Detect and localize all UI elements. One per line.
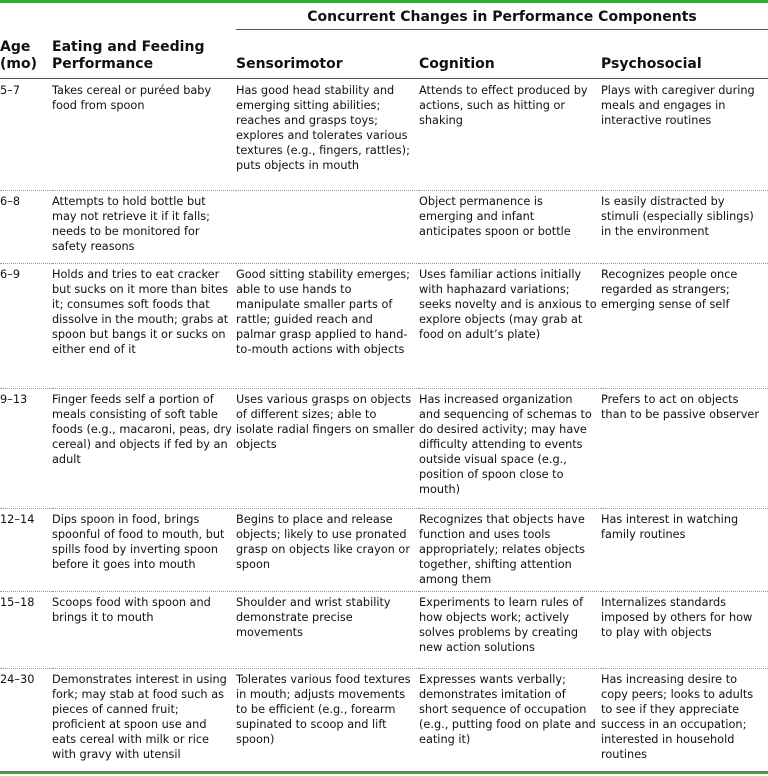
cell-age: 6–8 xyxy=(0,194,21,208)
cell-age: 5–7 xyxy=(0,84,21,97)
cell-psychosocial: Plays with caregiver during meals and engages in interactive routines xyxy=(601,84,755,128)
cell-psychosocial: Is easily distracted by stimuli (especially siblings) in the environment xyxy=(601,194,754,238)
cell-psychosocial: Internalizes standards imposed by others for how to play with objects xyxy=(601,595,753,640)
cell-cognition: Recognizes that objects have function and uses tools appropriately; relates objects together, shifting attention among them xyxy=(419,512,586,586)
cell-eating: Takes cereal or puréed baby food from spoon xyxy=(52,84,212,113)
cell-age: 9–13 xyxy=(0,392,28,406)
cell-sensorimotor: Has good head stability and emerging sitting abilities; reaches and grasps toys; explores and tolerates various textures (e.g., fingers, rattles); puts objects in mouth xyxy=(236,84,410,173)
cell-cognition: Object permanence is emerging and infant anticipates spoon or bottle xyxy=(419,194,571,238)
col-head-eating-line2: Performance xyxy=(52,56,154,72)
cell-sensorimotor: Good sitting stability emerges; able to use hands to manipulate smaller parts of rattle; guided reach and palmar grasp applied to hand-to-mouth actions with objects xyxy=(236,267,410,356)
cell-psychosocial: Has interest in watching family routines xyxy=(601,512,739,541)
table-top-rule xyxy=(0,0,768,3)
table-row xyxy=(0,508,768,591)
col-head-cognition: Cognition xyxy=(419,56,495,72)
cell-psychosocial: Prefers to act on objects than to be passive observer xyxy=(601,392,759,421)
cell-eating: Finger feeds self a portion of meals consisting of soft table foods (e.g., macaroni, peas, dry cereal) and objects if fed by an adult xyxy=(52,392,232,466)
col-head-age xyxy=(0,39,37,73)
table-row xyxy=(0,263,768,388)
cell-cognition: Experiments to learn rules of how objects work; actively solves problems by creating new action solutions xyxy=(419,595,584,655)
col-head-age-line2: (mo) xyxy=(0,56,38,72)
cell-cognition: Uses familiar actions initially with haphazard variations; seeks novelty and is anxious to explore objects (may grab at food on adult’s plate) xyxy=(419,267,597,341)
col-head-age-line1: Age xyxy=(0,39,31,55)
col-head-psychosocial: Psychosocial xyxy=(601,56,702,72)
cell-sensorimotor: Uses various grasps on objects of different sizes; able to isolate radial fingers on smaller objects xyxy=(236,392,415,451)
table-bottom-rule xyxy=(0,771,768,774)
table-row xyxy=(0,591,768,668)
col-head-sensorimotor: Sensorimotor xyxy=(236,56,343,72)
cell-age: 24–30 xyxy=(0,672,35,686)
cell-sensorimotor: Begins to place and release objects; likely to use pronated grasp on objects like crayon or spoon xyxy=(236,512,410,571)
cell-eating: Holds and tries to eat cracker but sucks on it more than bites it; consumes soft foods that dissolve in the mouth; grabs at spoon but bangs it or sucks on either end of it xyxy=(52,267,229,356)
cell-eating: Dips spoon in food, brings spoonful of food to mouth, but spills food by inverting spoon before it goes into mouth xyxy=(52,512,225,571)
cell-cognition: Has increased organization and sequencing of schemas to do desired activity; may have difficulty attending to events outside visual space (e.g., position of spoon close to mouth) xyxy=(419,392,592,497)
table-body xyxy=(0,80,768,774)
cell-age: 12–14 xyxy=(0,512,35,526)
group-heading-rule xyxy=(236,29,768,30)
table-row xyxy=(0,80,768,190)
cell-sensorimotor xyxy=(236,191,419,198)
cell-psychosocial: Recognizes people once regarded as strangers; emerging sense of self xyxy=(601,267,738,311)
table-row xyxy=(0,668,768,774)
col-head-eating xyxy=(52,39,204,73)
cell-eating: Demonstrates interest in using fork; may stab at food such as pieces of canned fruit; proficient at spoon use and eats cereal with milk or rice with gravy with utensil xyxy=(52,672,227,762)
cell-sensorimotor: Tolerates various food textures in mouth; adjusts movements to be efficient (e.g., forearm supinated to scoop and lift spoon) xyxy=(236,672,411,747)
cell-eating: Scoops food with spoon and brings it to mouth xyxy=(52,595,211,625)
cell-eating: Attempts to hold bottle but may not retrieve it if it falls; needs to be monitored for safety reasons xyxy=(52,194,210,253)
cell-age: 15–18 xyxy=(0,595,35,609)
group-heading: Concurrent Changes in Performance Components xyxy=(307,9,697,25)
table-row xyxy=(0,190,768,263)
header-rule xyxy=(0,78,768,79)
cell-age: 6–9 xyxy=(0,267,21,281)
cell-psychosocial: Has increasing desire to copy peers; looks to adults to see if they appreciate success in an occupation; interested in household routines xyxy=(601,672,754,762)
table-row xyxy=(0,388,768,508)
cell-sensorimotor: Shoulder and wrist stability demonstrate precise movements xyxy=(236,595,391,640)
cell-cognition: Attends to effect produced by actions, such as hitting or shaking xyxy=(419,84,588,128)
col-head-eating-line1: Eating and Feeding xyxy=(52,39,205,55)
cell-cognition: Expresses wants verbally; demonstrates imitation of short sequence of occupation (e.g., putting food on plate and eating it) xyxy=(419,672,596,747)
